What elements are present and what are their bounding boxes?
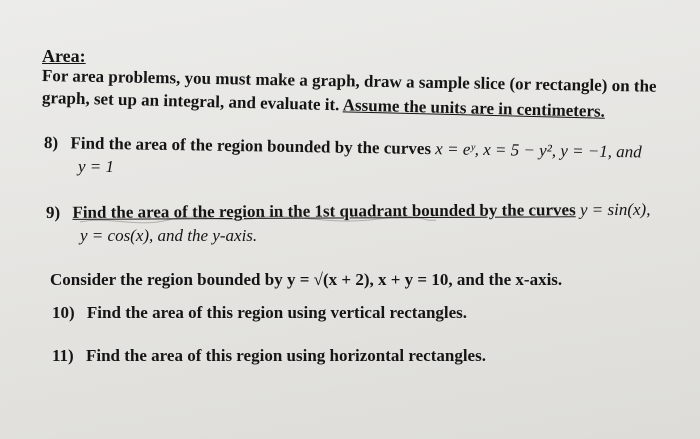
problem-10 xyxy=(52,303,467,323)
section-heading: Area: xyxy=(42,46,86,66)
problem-8-line-1 xyxy=(44,133,642,162)
problem-9-text: Find the area of the region in the 1st quadrant bounded by the curves xyxy=(72,200,576,222)
consider-region-text: Consider the region bounded by y = √(x + 2), x + y = 10, and the x-axis. xyxy=(50,270,563,289)
instructions-text: graph, set up an integral, and evaluate it. xyxy=(41,88,340,115)
problem-8-math: x = eʸ, x = 5 − y², y = −1, and xyxy=(435,139,642,162)
units-note: Assume the units are in centimeters. xyxy=(342,95,606,121)
problem-11 xyxy=(52,346,486,366)
instructions-line-1: For area problems, you must make a graph, draw a sample slice (or rectangle) on the xyxy=(41,66,657,96)
problem-9-math: y = sin(x), xyxy=(579,199,651,220)
problem-11-number: 11) xyxy=(52,346,74,365)
problem-8-number: 8) xyxy=(43,133,59,153)
problem-9-line-1 xyxy=(46,200,651,223)
problem-8-line-2: y = 1 xyxy=(78,157,115,176)
problem-11-text: Find the area of this region using horizontal rectangles. xyxy=(85,346,486,365)
problem-9-number: 9) xyxy=(45,202,61,222)
problem-9-line-2: y = cos(x), and the y-axis. xyxy=(80,226,258,245)
problem-10-text: Find the area of this region using vertical rectangles. xyxy=(86,303,468,322)
problem-10-number: 10) xyxy=(52,303,75,322)
problem-8-text: Find the area of the region bounded by the curves xyxy=(70,133,432,159)
